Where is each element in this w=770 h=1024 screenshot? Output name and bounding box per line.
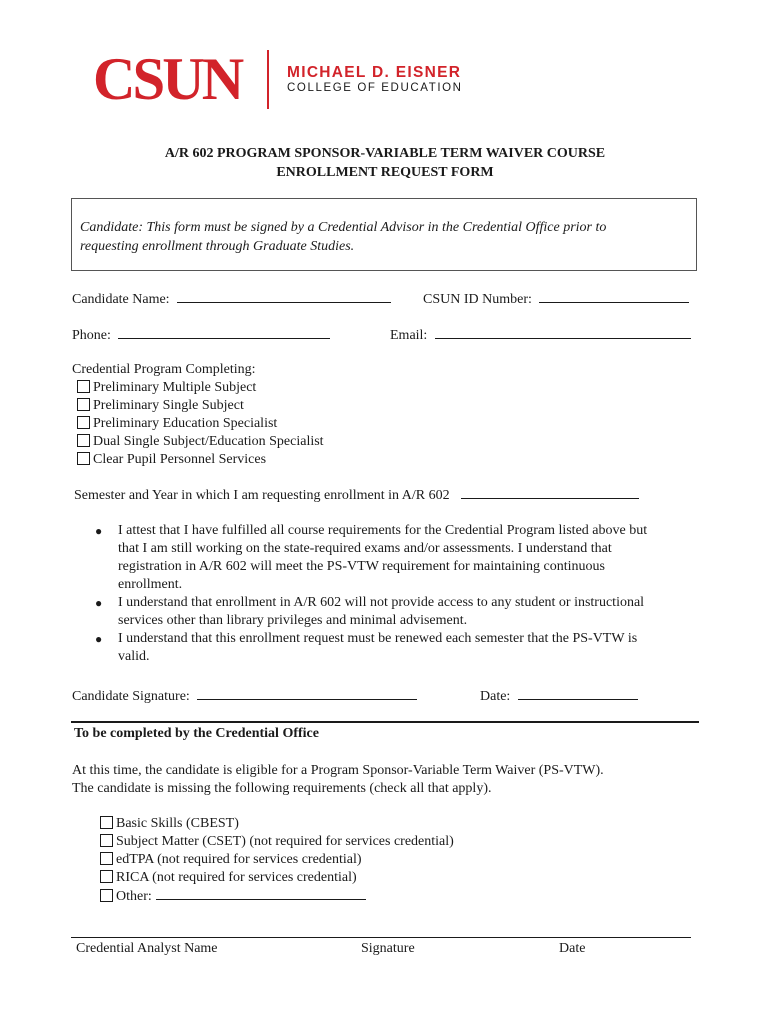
candidate-date-field bbox=[480, 687, 638, 705]
email-label: Email: bbox=[390, 328, 428, 343]
office-paragraph-line1: At this time, the candidate is eligible for a Program Sponsor-Variable Term Waiver (PS-VTW). bbox=[72, 763, 604, 778]
notice-line1: Candidate: This form must be signed by a Credential Advisor in the Credential Office prior to bbox=[80, 220, 607, 235]
csun-id-label: CSUN ID Number: bbox=[423, 292, 532, 307]
candidate-name-label: Candidate Name: bbox=[72, 292, 170, 307]
semester-label: Semester and Year in which I am requesting enrollment in A/R 602 bbox=[74, 488, 450, 503]
checkbox[interactable] bbox=[77, 434, 90, 447]
candidate-name-input[interactable] bbox=[177, 290, 391, 303]
checkbox[interactable] bbox=[77, 416, 90, 429]
candidate-signature-label: Candidate Signature: bbox=[72, 689, 190, 704]
college-name-line1: MICHAEL D. EISNER bbox=[287, 64, 462, 81]
analyst-signature-label: Signature bbox=[361, 941, 415, 956]
bullet-icon: ● bbox=[95, 524, 103, 538]
requirements-list bbox=[100, 815, 454, 906]
candidate-date-input[interactable] bbox=[518, 687, 638, 700]
email-field bbox=[390, 326, 691, 344]
form-title-line2: ENROLLMENT REQUEST FORM bbox=[276, 165, 494, 180]
candidate-signature-input[interactable] bbox=[197, 687, 417, 700]
analyst-name-label: Credential Analyst Name bbox=[76, 941, 218, 956]
candidate-name-field bbox=[72, 290, 391, 308]
csun-logo-wordmark: CSUN bbox=[93, 46, 242, 112]
analyst-date-label: Date bbox=[559, 941, 586, 956]
bullet-icon: ● bbox=[95, 632, 103, 646]
checkbox[interactable] bbox=[77, 452, 90, 465]
program-option[interactable]: Clear Pupil Personnel Services bbox=[77, 451, 324, 469]
semester-input[interactable] bbox=[461, 486, 639, 499]
semester-field bbox=[74, 486, 639, 504]
requirement-option[interactable]: Other: bbox=[100, 887, 454, 906]
program-option[interactable]: Dual Single Subject/Education Specialist bbox=[77, 433, 324, 451]
attestation-item: ● I attest that I have fulfilled all course requirements for the Credential Program listed above but that I am still working on the state-required exams and/or assessments. I understand that registration in A/R 602 will meet the PS-VTW requirement for maintaining continuous enrollment. bbox=[95, 523, 648, 592]
credential-program-heading: Credential Program Completing: bbox=[72, 362, 256, 377]
notice-line2: requesting enrollment through Graduate Studies. bbox=[80, 239, 355, 254]
office-paragraph-line2: The candidate is missing the following requirements (check all that apply). bbox=[72, 781, 492, 796]
checkbox[interactable] bbox=[100, 889, 113, 902]
phone-label: Phone: bbox=[72, 328, 111, 343]
office-section-heading: To be completed by the Credential Office bbox=[74, 726, 319, 741]
credential-program-options bbox=[77, 379, 324, 469]
program-option[interactable]: Preliminary Education Specialist bbox=[77, 415, 324, 433]
attestation-list bbox=[95, 522, 705, 666]
form-title-line1: A/R 602 PROGRAM SPONSOR-VARIABLE TERM WAIVER COURSE bbox=[164, 146, 606, 161]
csun-id-field bbox=[423, 290, 689, 308]
phone-field bbox=[72, 326, 330, 344]
phone-input[interactable] bbox=[118, 326, 330, 339]
program-option[interactable]: Preliminary Multiple Subject bbox=[77, 379, 324, 397]
checkbox[interactable] bbox=[100, 816, 113, 829]
bullet-icon: ● bbox=[95, 596, 103, 610]
email-input[interactable] bbox=[435, 326, 691, 339]
college-name-line2: COLLEGE OF EDUCATION bbox=[287, 82, 463, 94]
checkbox[interactable] bbox=[100, 870, 113, 883]
attestation-item: ● I understand that enrollment in A/R 602 will not provide access to any student or instructional services other than library privileges and minimal advisement. bbox=[95, 595, 645, 628]
candidate-date-label: Date: bbox=[480, 689, 511, 704]
csun-id-input[interactable] bbox=[539, 290, 689, 303]
other-requirement-input[interactable] bbox=[156, 887, 366, 900]
checkbox[interactable] bbox=[77, 398, 90, 411]
analyst-signature-line[interactable] bbox=[71, 937, 691, 938]
requirement-option[interactable]: edTPA (not required for services credential) bbox=[100, 851, 454, 869]
attestation-item: ● I understand that this enrollment request must be renewed each semester that the PS-VTW is valid. bbox=[95, 631, 638, 664]
section-divider bbox=[71, 721, 699, 723]
candidate-signature-field bbox=[72, 687, 417, 705]
requirement-option[interactable]: Subject Matter (CSET) (not required for services credential) bbox=[100, 833, 454, 851]
checkbox[interactable] bbox=[100, 834, 113, 847]
requirement-option[interactable]: Basic Skills (CBEST) bbox=[100, 815, 454, 833]
notice-text bbox=[80, 218, 680, 256]
notice-box bbox=[71, 198, 697, 271]
checkbox[interactable] bbox=[77, 380, 90, 393]
logo-divider bbox=[267, 50, 269, 109]
checkbox[interactable] bbox=[100, 852, 113, 865]
requirement-option[interactable]: RICA (not required for services credential) bbox=[100, 869, 454, 887]
program-option[interactable]: Preliminary Single Subject bbox=[77, 397, 324, 415]
